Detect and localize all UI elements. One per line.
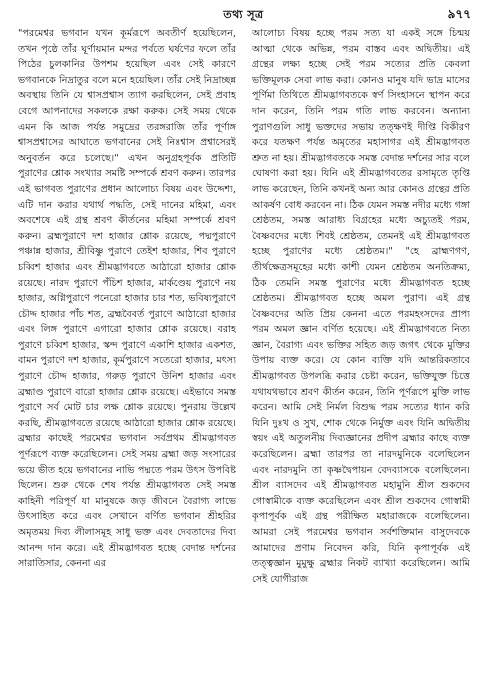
- chapter-title: তথ্য সূত্র: [223, 8, 264, 21]
- right-column-text: আলোচ্য বিষয় হচ্ছে পরম সত্য যা একই সঙ্গে চিন্ময় আত্মা থেকে অভিন্ন, পরম বাস্তব এবং অদ্বিতীয়। এই গ্রন্থের লক্ষ্য হচ্ছে সেই পরম সত্যের প্রতি কেবলা ভক্তিমূলক সেবা লাভ করা। কোনও মানুষ যদি ভাদ্র মাসের পূর্ণিমা তিথিতে শ্রীমদ্ভাগবতকে স্বর্ণ সিংহাসনে স্থাপন করে দান করেন, তিনি পরম গতি লাভ করবেন। অন্যান্য পুরাণগুলি সাধু ভক্তদের সভায় তত্ক্ষণই দীপ্তি বিকীরণ করে যতক্ষণ পর্যন্ত অমৃতের মহাসাগর এই শ্রীমদ্ভাগবত শ্রুত না হয়। শ্রীমদ্ভাগবতকে সমস্ত বেদান্ত দর্শনের সার বলে ঘোষণা করা হয়। যিনি এই শ্রীমদ্ভাগবতের রসামৃতে তৃপ্তি লাভ করেছেন, তিনি কখনই অন্য আর কোনও গ্রন্থের প্রতি আকর্ষণ বোধ করবেন না। ঠিক যেমন সমস্ত নদীর মধ্যে গঙ্গা শ্রেষ্ঠতম, সমস্ত আরাধ্য বিগ্রহের মধ্যে অচ্যুতই পরম, বৈষ্ণবদের মধ্যে শিবই শ্রেষ্ঠতম, তেমনই এই শ্রীমদ্ভাগবত হচ্ছে পুরাণের মধ্যে শ্রেষ্ঠতম।" "হে ব্রাহ্মণগণ, তীর্থক্ষেত্রসমূহের মধ্যে কাশী যেমন শ্রেষ্ঠতম অনতিক্রম্য, ঠিক তেমনি সমস্ত পুরাণের মধ্যে শ্রীমদ্ভাগবত হচ্ছে শ্রেষ্ঠতম। শ্রীমদ্ভাগবত হচ্ছে অমল পুরাণ। এই গ্রন্থ বৈষ্ণবদের অতি প্রিয় কেননা এতে পরমহংসদের প্রাপ্য পরম অমল জ্ঞান বর্ণিত হয়েছে। এই শ্রীমদ্ভাগবতে নিত্য জ্ঞান, বৈরাগ্য এবং ভক্তির সহিত জড় জগৎ থেকে মুক্তির উপায় ব্যক্ত করে। যে কোন ব্যক্তি যদি আন্তরিকতাবে শ্রীমদ্ভাগবত উপলব্ধি করার চেষ্টা করেন, ভক্তিযুক্ত চিত্তে যথাযথভাবে শ্রবণ কীর্তন করেন, তিনি পূর্ণরূপে মুক্তি লাভ করেন। আমি সেই নির্মল বিশুদ্ধ পরম সত্যের ধ্যান করি যিনি দুঃখ ও সুখ, শোক থেকে নির্মুক্ত এবং যিনি অদ্বিতীয় স্বয়ং এই অতুলনীয় দিব্যজ্ঞানের প্রদীপ ব্রহ্মার কাছে ব্যক্ত করেছিলেন। ব্রহ্মা তারপর তা নারদমুনিকে বলেছিলেন এবং নারদমুনি তা কৃষ্ণদ্বৈপায়ন বেদব্যাসকে বলেছিলেন। শ্রীল ব্যাসদেব এই শ্রীমদ্ভাগবত মহামুনি শ্রীল শুকদেব গোস্বামীকে ব্যক্ত করেছিলেন এবং শ্রীল শুকদেব গোস্বামী কৃপাপূর্বক এই গ্রন্থ পরীক্ষিত মহারাজকে বলেছিলেন। আমরা সেই পরমেশ্বর ভগবান সর্বশক্তিমান বাসুদেবকে আমাদের প্রণাম নিবেদন করি, যিনি কৃপাপূর্বক এই তত্ত্বজ্ঞান মুমুক্ষু ব্রহ্মার নিকট ব্যাখ্যা করেছিলেন। আমি সেই যোগীরাজ: [252, 28, 470, 585]
- right-column: [252, 26, 470, 671]
- left-column: [18, 26, 236, 671]
- running-header: [0, 6, 487, 24]
- page-number: ৯৭৭: [447, 7, 471, 21]
- left-column-text: "পরমেশ্বর ভগবান যখন কূর্মরূপে অবতীর্ণ হয়েছিলেন, তখন পৃষ্ঠে তাঁর ঘূর্ণায়মান মন্দর পর্বতে ঘর্ষণের ফলে তাঁর পিঠের চুলকানির উপশম হয়েছিল এবং সেই কারণে ভগবানকে নিদ্রাতুর বলে মনে হয়েছিল। তাঁর সেই নিদ্রাচ্ছন্ন অবস্থায় তিনি যে শ্বাসপ্রশ্বাস ত্যাগ করছিলেন, সেই প্রবাহ বেগে আপনাদের সকলকে রক্ষা করুক। সেই সময় থেকে এমন কি আজ পর্যন্ত সমুদ্রের তরঙ্গরাজি তাঁর পূর্ণাঙ্গ শ্বাসপ্রশ্বাসের আঘাতে ভগবানের সেই নিঃশ্বাস প্রশ্বাসেরই অনুবর্তন করে চলেছে।" এখন অনুগ্রহপূর্বক প্রতিটি পুরাণের শ্লোক সংখ্যার সমষ্টি সম্পর্কে শ্রবণ করুন। তারপর এই ভাগবত পুরাণের প্রধান আলোচ্য বিষয় এবং উদ্দেশ্য, এটি দান করার যথার্থ পদ্ধতি, সেই দানের মহিমা, এবং অবশেষে এই গ্রন্থ শ্রবণ কীর্তনের মহিমা সম্পর্কে শ্রবণ করুন। ব্রহ্মপুরাণে দশ হাজার শ্লোক রয়েছে, পদ্মপুরাণে পঞ্চান্ন হাজার, শ্রীবিষ্ণু পুরাণে তেইশ হাজার, শিব পুরাণে চব্বিশ হাজার এবং শ্রীমদ্ভাগবতে আঠারো হাজার শ্লোক রয়েছে। নারদ পুরাণে পঁচিশ হাজার, মার্কণ্ডেয় পুরাণে নয় হাজার, অগ্নিপুরাণে পনেরো হাজার চার শত, ভবিষ্যপুরাণে চৌদ্দ হাজার পাঁচ শত, ব্রহ্মবৈবর্ত পুরাণে আঠারো হাজার এবং লিঙ্গ পুরাণে এগারো হাজার শ্লোক রয়েছে। বরাহ পুরাণে চব্বিশ হাজার, স্কন্দ পুরাণে একাশি হাজার একশত, বামন পুরাণে দশ হাজার, কূর্মপুরাণে সতেরো হাজার, মৎস্য পুরাণে চৌদ্দ হাজার, গরুড় পুরাণে উনিশ হাজার এবং ব্রহ্মাণ্ড পুরাণে বারো হাজার শ্লোক রয়েছে। এইভাবে সমস্ত পুরাণে সর্ব মোট চার লক্ষ শ্লোক রয়েছে। পুনরায় উল্লেখ করছি, শ্রীমদ্ভাগবতে রয়েছে আঠারো হাজার শ্লোক রয়েছে। ব্রহ্মার কাছেই পরমেশ্বর ভগবান সর্বপ্রথম শ্রীমদ্ভাগবত পূর্ণরূপে ব্যক্ত করেছিলেন। সেই সময় ব্রহ্মা জড় সংসারের ভয়ে ভীত হয়ে ভগবানের নাভি পদ্মতে পরম উৎস উপবিষ্ট ছিলেন। শুরু থেকে শেষ পর্যন্ত শ্রীমদ্ভাগবত সেই সমস্ত কাহিনী পরিপূর্ণ যা মানুষকে জড় জীবনে বৈরাগ্য লাভে উৎসাহিত করে এবং সেখানে বর্ণিত ভগবান শ্রীহরির অমৃতময় দিব্য লীলাসমূহ সাধু ভক্ত এবং দেবতাদের দিব্য আনন্দ দান করে। এই শ্রীমদ্ভাগবত হচ্ছে বেদান্ত দর্শনের সারাতিসার, কেননা এর: [18, 28, 236, 570]
